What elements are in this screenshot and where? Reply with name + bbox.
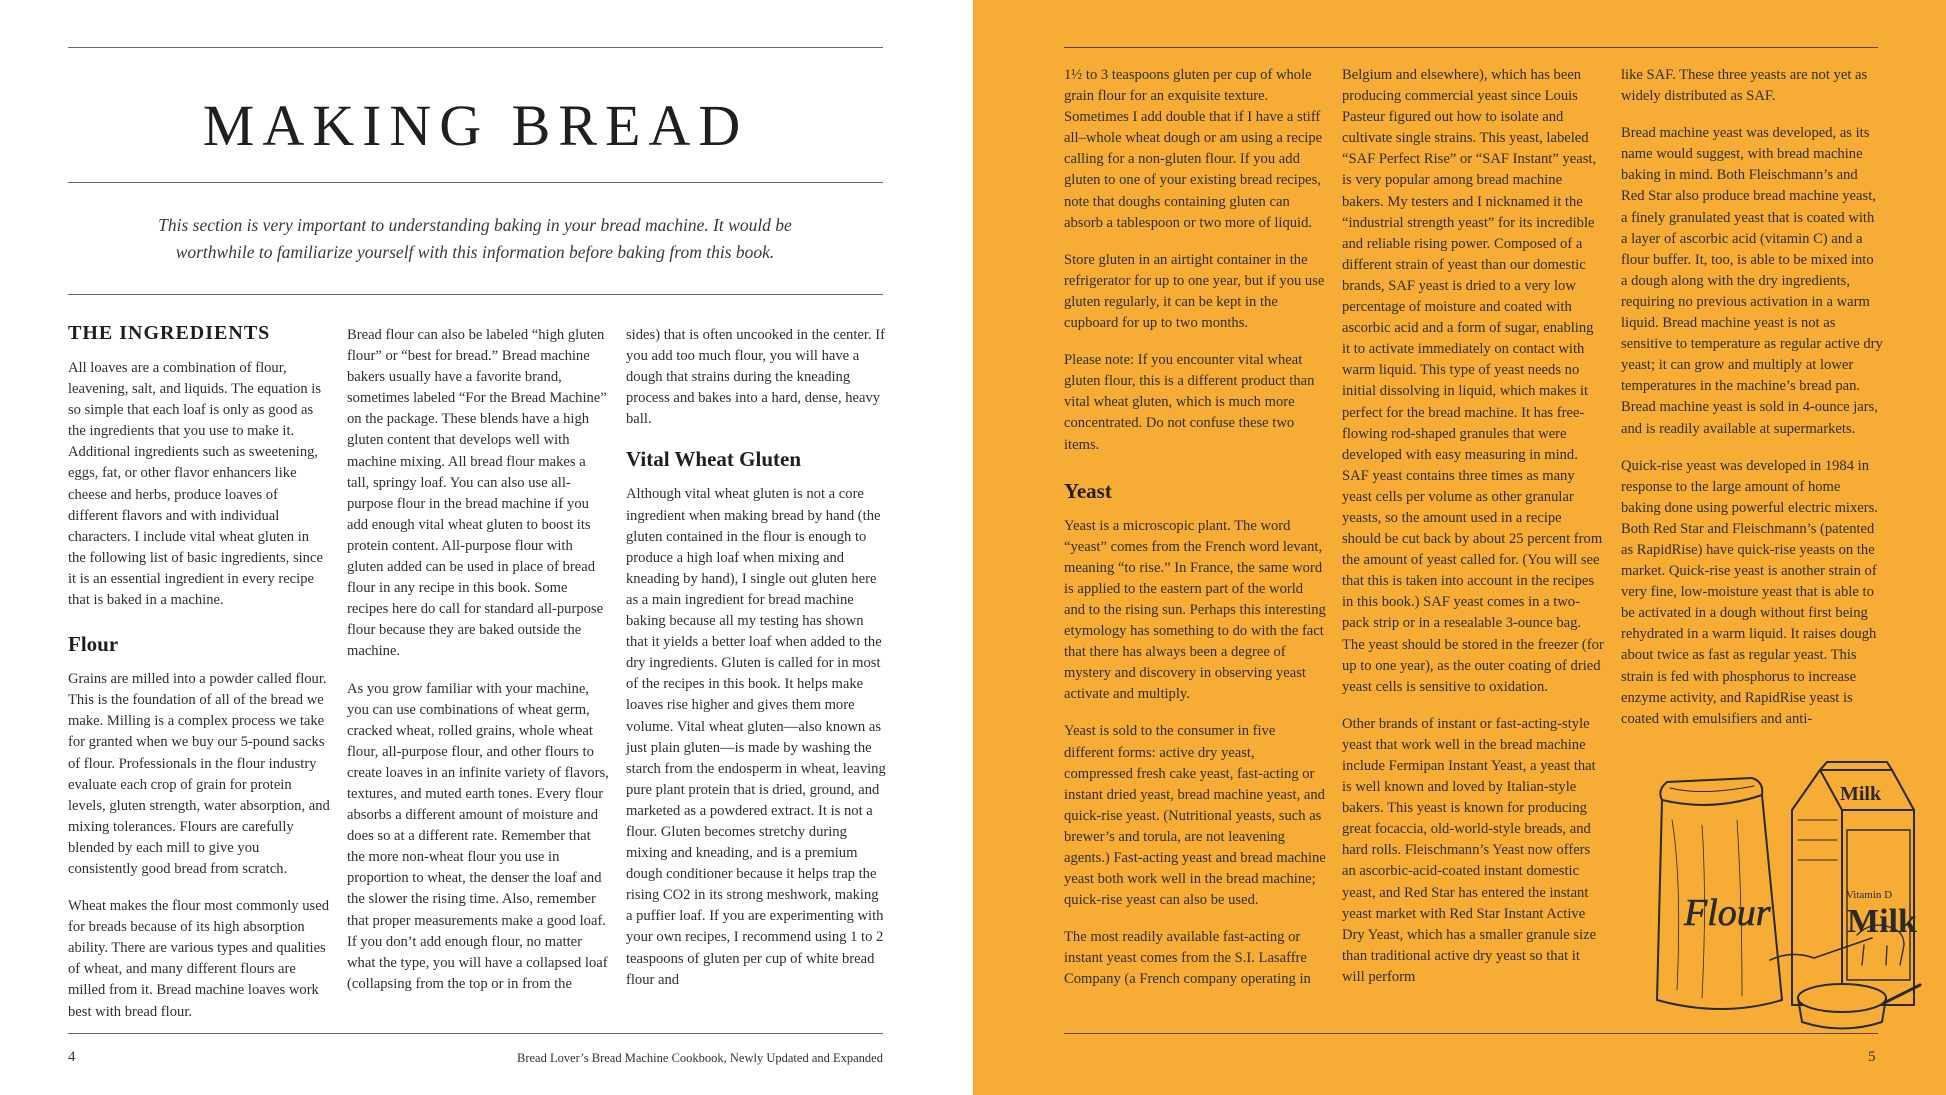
- page-number-left: 4: [68, 1049, 76, 1065]
- paragraph: Other brands of instant or fast-acting-style yeast that work well in the bread machine include Fermipan Instant Yeast, a yeast that is well known and loved by Italian-style bakers. This yeast is known for producing great focaccia, old-world-style breads, and hard rolls. Fleischmann’s Yeast now offers an ascorbic-acid-coated instant domestic yeast, and Red Star has entered the instant yeast market with Red Star Instant Active Dry Yeast, which has a smaller granule size than traditional active dry yeast so that it will perform: [1342, 715, 1597, 985]
- bottom-rule-left: [68, 1033, 883, 1034]
- page-number-right: 5: [1868, 1049, 1876, 1065]
- heading-vital-wheat-gluten: Vital Wheat Gluten: [626, 447, 802, 472]
- paragraph: sides) that is often uncooked in the center. If you add too much flour, you will have a dough that strains during the kneading process and bakes into a hard, dense, heavy ball.: [626, 327, 885, 428]
- flour-milk-illustration: [1642, 760, 1924, 1035]
- milk-label: Milk: [1847, 903, 1917, 940]
- paragraph: The most readily available fast-acting or instant yeast comes from the S.I. Lasaffre Company (a French company operating in: [1064, 929, 1311, 988]
- title-rule-left: [68, 182, 883, 183]
- flour-label: Flour: [1684, 892, 1771, 934]
- heading-yeast: Yeast: [1064, 478, 1112, 503]
- paragraph: 1½ to 3 teaspoons gluten per cup of whole grain flour for an exquisite texture. Sometimes I add double that if I have a stiff all–whole wheat dough or am using a recipe calling for a non-gluten flour. If you add gluten to one of your existing bread recipes, note that doughs containing gluten can absorb a tablespoon or two more of liquid.: [1064, 67, 1323, 231]
- paragraph: Grains are milled into a powder called flour. This is the foundation of all of the bread we make. Milling is a complex process we take for granted when we buy our 5-pound sacks of flour. Professionals in the flour industry evaluate each crop of grain for protein levels, gluten strength, water absorption, and mixing tolerances. Flours are carefully blended by each mill to give you consistently good bread from scratch.: [68, 671, 330, 877]
- page-title: MAKING BREAD: [202, 93, 749, 158]
- paragraph: Quick-rise yeast was developed in 1984 in response to the large amount of home baking done using powerful electric mixers. Both Red Star and Fleischmann’s (patented as RapidRise) have quick-rise yeasts on the market. Quick-rise yeast is another strain of very fine, low-moisture yeast that is able to be activated in a dough without first being rehydrated in a warm liquid. It raises dough about twice as fast as regular yeast. This strain is fed with phosphorus to increase enzyme activity, and RapidRise yeast is coated with emulsifiers and anti-: [1621, 457, 1878, 727]
- paragraph: Bread flour can also be labeled “high gluten flour” or “best for bread.” Bread machine bakers usually have a favorite brand, sometimes labeled “For the Bread Machine” on the package. These blends have a high gluten content that develops well with machine mixing. All bread flour makes a tall, springy loaf. You can also use all-purpose flour in the bread machine if you add enough vital wheat gluten to boost its protein content. All-purpose flour with gluten added can be used in place of bread flour in any recipe in this book. Some recipes here do call for standard all-purpose flour because they are baked outside the machine.: [347, 327, 607, 660]
- right-column-2: [1342, 65, 1604, 1004]
- paragraph: like SAF. These three yeasts are not yet as widely distributed as SAF.: [1621, 67, 1868, 105]
- bottom-rule-right: [1064, 1033, 1878, 1034]
- heading-flour: Flour: [68, 632, 119, 657]
- paragraph: Store gluten in an airtight container in the refrigerator for up to one year, but if you use gluten regularly, it can be kept in the cupboard for up to two months.: [1064, 251, 1325, 332]
- paragraph: Bread machine yeast was developed, as its name would suggest, with bread machine baking in mind. Both Fleischmann’s and Red Star also produce bread machine yeast, a finely granulated yeast that is coated with a layer of ascorbic acid (vitamin C) and a flour buffer. It, too, is able to be mixed into a dough along with the dry ingredients, requiring no previous activation in a warm liquid. Bread machine yeast is not as sensitive to temperature as regular active dry yeast; it can grow and multiply at lower temperatures in the machine’s bread pan. Bread machine yeast is sold in 4-ounce jars, and is readily available at supermarkets.: [1621, 125, 1883, 437]
- running-footer: Bread Lover’s Bread Machine Cookbook, Newly Updated and Expanded: [517, 1051, 883, 1065]
- milk-top-label: Milk: [1840, 783, 1882, 805]
- vitamin-label: Vitamin D: [1846, 889, 1893, 901]
- left-column-2: [347, 325, 609, 1011]
- paragraph: As you grow familiar with your machine, you can use combinations of wheat germ, cracked wheat, rolled grains, whole wheat flour, all-purpose flour, and other flours to create loaves in an infinite variety of flavors, textures, and muted earth tones. Every flour absorbs a different amount of moisture and does so at a different rate. Remember that the more non-wheat flour you use in proportion to wheat, the denser the loaf and the slower the rising time. Also, remember that proper measurements make a good loaf. If you don’t add enough flour, no matter what the type, you will have a collapsed loaf (collapsing from the top or in from the: [347, 680, 609, 992]
- paragraph: Yeast is a microscopic plant. The word “yeast” comes from the French word levant, meaning “to rise.” In France, the same word is applied to the eastern part of the world and to the rising sun. Perhaps this interesting etymology has something to do with the fact that there has always been a degree of mystery and discovery in observing yeast activate and multiply.: [1064, 517, 1326, 703]
- left-column-3: [626, 325, 888, 1007]
- intro-text: This section is very important to understanding baking in your bread machine. It would be worthwhile to familiarize yourself with this information before baking from this book.: [158, 215, 792, 262]
- paragraph: All loaves are a combination of flour, leavening, salt, and liquids. The equation is so simple that each loaf is only as good as the ingredients that you use to make it. Additional ingredients such as sweetening, eggs, fat, or other flavor enhancers like cheese and herbs, produce loaves of different flavors and with individual characters. I include vital wheat gluten in the following list of basic ingredients, since it is an essential ingredient in every recipe that is baked in a machine.: [68, 360, 323, 609]
- top-rule-left: [68, 47, 883, 48]
- heading-ingredients: THE INGREDIENTS: [68, 322, 271, 344]
- paragraph: Belgium and elsewhere), which has been producing commercial yeast since Louis Pasteur figured out how to isolate and cultivate single strains. This yeast, labeled “SAF Perfect Rise” or “SAF Instant” yeast, is very popular among bread machine bakers. My testers and I nicknamed it the “industrial strength yeast” for its incredible and reliable rising power. Composed of a different strain of yeast than our domestic brands, SAF yeast is dried to a very low percentage of moisture and coated with ascorbic acid and a form of sugar, enabling it to activate immediately on contact with warm liquid. This type of yeast needs no initial dissolving in liquid, which makes it perfect for the bread machine. It has free-flowing rod-shaped granules that were developed with easy measuring in mind. SAF yeast contains three times as many yeast cells per volume as other granular yeasts, so the amount used in a recipe should be cut back by about 25 percent from the amount of yeast called for. (You will see that this is taken into account in the recipes in this book.) SAF yeast comes in a two-pack strip or in a resealable 3-ounce bag. The yeast should be stored in the freezer (for up to one year), as the outer coating of dried yeast cells is sensitive to oxidation.: [1342, 67, 1604, 695]
- paragraph: Please note: If you encounter vital wheat gluten flour, this is a different product than vital wheat gluten, which is much more concentrated. Do not confuse these two items.: [1064, 352, 1315, 453]
- paragraph: Wheat makes the flour most commonly used for breads because of its high absorption ability. There are various types and qualities of wheat, and many different flours are milled from it. Bread machine loaves work best with bread flour.: [68, 898, 330, 1020]
- right-column-3: [1621, 65, 1883, 746]
- top-rule-right: [1064, 47, 1878, 48]
- paragraph: Although vital wheat gluten is not a core ingredient when making bread by hand (the gluten contained in the flour is enough to produce a high loaf when mixing and kneading by hand), I single out gluten here as a main ingredient for bread machine baking because all my testing has shown that it yields a better loaf when added to the dry ingredients. Gluten is called for in most of the recipes in this book. It helps make loaves rise higher and gives them more volume. Vital wheat gluten—also known as just plain gluten—is made by washing the starch from the endosperm in wheat, leaving pure plant protein that is dried, ground, and marketed as a powdered extract. It is not a flour. Gluten becomes stretchy during mixing and kneading, and is a premium dough conditioner because it helps trap the rising CO2 in its strong meshwork, making a puffier loaf. If you are experimenting with your own recipes, I recommend using 1 to 2 teaspoons of gluten per cup of white bread flour and: [626, 486, 886, 988]
- right-column-1: [1064, 65, 1326, 1007]
- left-column-1: [68, 320, 330, 1039]
- paragraph: Yeast is sold to the consumer in five different forms: active dry yeast, compressed fresh cake yeast, fast-acting or instant dried yeast, bread machine yeast, and quick-rise yeast. (Nutritional yeasts, such as brewer’s and torula, are not leavening agents.) Fast-acting yeast and bread machine yeast both work well in the bread machine; quick-rise yeast can also be used.: [1064, 723, 1326, 909]
- intro-rule-left: [68, 294, 883, 295]
